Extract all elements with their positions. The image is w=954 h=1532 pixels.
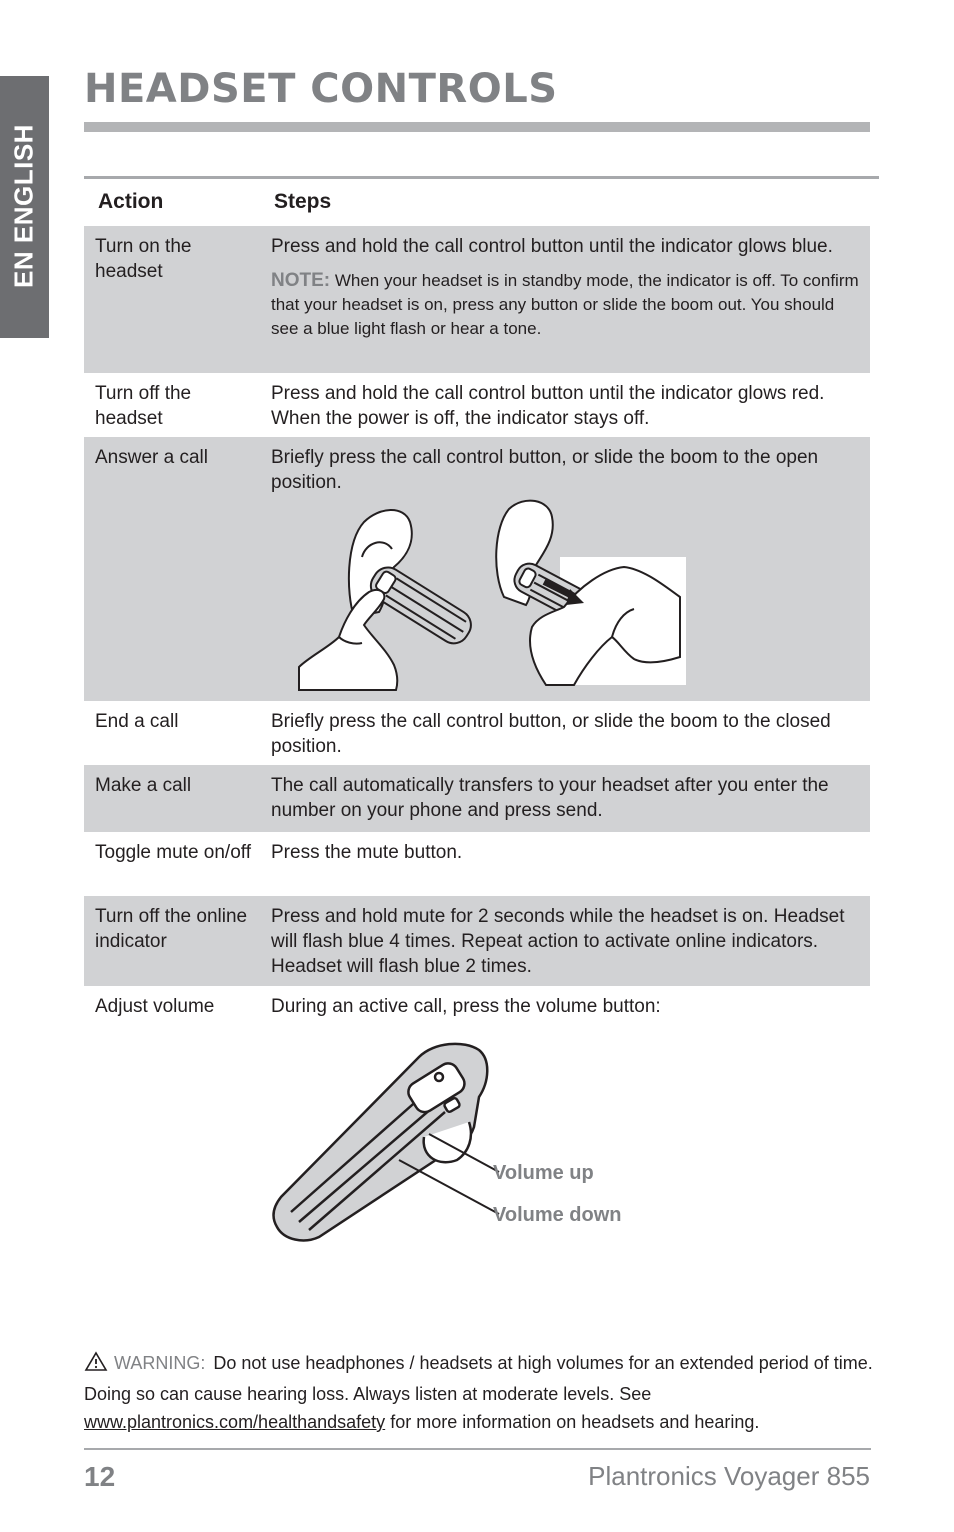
language-tab-label: EN ENGLISH bbox=[8, 124, 39, 288]
note-label: NOTE: bbox=[271, 270, 331, 291]
action-cell: Make a call bbox=[95, 775, 192, 796]
volume-down-label: Volume down bbox=[493, 1204, 622, 1226]
warning-text-after: for more information on headsets and hearing. bbox=[390, 1412, 760, 1432]
steps-cell: Briefly press the call control button, or slide the boom to the open position. bbox=[271, 447, 819, 493]
table-row bbox=[84, 765, 870, 832]
table-row bbox=[84, 373, 870, 437]
answer-call-illustration bbox=[294, 497, 694, 693]
table-row bbox=[84, 226, 870, 373]
warning-text: Do not use headphones / headsets at high volumes for an extended period of time. Doing so can cause hearing loss. Always listen at moderate levels. See bbox=[84, 1353, 873, 1404]
steps-cell: Press and hold the call control button until the indicator glows red. When the power is off, the indicator stays off. bbox=[271, 383, 825, 429]
action-cell: Adjust volume bbox=[95, 996, 215, 1017]
health-safety-link[interactable]: www.plantronics.com/healthandsafety bbox=[84, 1412, 386, 1432]
action-cell: Turn off the online indicator bbox=[95, 906, 248, 952]
table-row bbox=[84, 701, 870, 765]
warning-block bbox=[84, 1349, 874, 1436]
product-name: Plantronics Voyager 855 bbox=[588, 1461, 870, 1491]
steps-cell: During an active call, press the volume button: bbox=[271, 996, 661, 1017]
action-cell: End a call bbox=[95, 711, 179, 732]
page-number: 12 bbox=[84, 1461, 116, 1492]
table-row bbox=[84, 832, 870, 896]
footer-rule bbox=[84, 1448, 871, 1450]
title-underline-bar bbox=[84, 122, 870, 132]
steps-cell: Briefly press the call control button, or slide the boom to the closed position. bbox=[271, 711, 831, 757]
action-cell: Turn on the headset bbox=[95, 236, 192, 282]
table-row bbox=[84, 986, 870, 1256]
column-header-action: Action bbox=[98, 190, 164, 213]
volume-up-label: Volume up bbox=[493, 1162, 594, 1184]
action-cell: Toggle mute on/off bbox=[95, 842, 251, 863]
steps-cell: Press and hold mute for 2 seconds while the headset is on. Headset will flash blue 4 times. Repeat action to activate online indicators. Headset will flash blue 2 times. bbox=[271, 906, 845, 977]
action-cell: Turn off the headset bbox=[95, 383, 192, 429]
steps-text: Press and hold the call control button until the indicator glows blue. bbox=[271, 236, 833, 257]
note-text: When your headset is in standby mode, the indicator is off. To confirm that your headset is on, press any button or slide the boom out. You should see a blue light flash or hear a tone. bbox=[271, 271, 859, 338]
page-title: HEADSET CONTROLS bbox=[84, 66, 558, 112]
note-block bbox=[271, 269, 863, 341]
warning-triangle-icon bbox=[84, 1351, 108, 1380]
steps-cell: Press the mute button. bbox=[271, 842, 463, 863]
table-row bbox=[84, 896, 870, 986]
steps-cell: The call automatically transfers to your headset after you enter the number on your phone and press send. bbox=[271, 775, 829, 821]
volume-buttons-diagram bbox=[269, 1042, 509, 1247]
action-cell: Answer a call bbox=[95, 447, 208, 468]
table-top-rule bbox=[84, 176, 879, 179]
column-header-steps: Steps bbox=[274, 190, 332, 213]
warning-label: WARNING: bbox=[114, 1353, 206, 1373]
steps-cell bbox=[271, 234, 863, 341]
table-row bbox=[84, 437, 870, 701]
